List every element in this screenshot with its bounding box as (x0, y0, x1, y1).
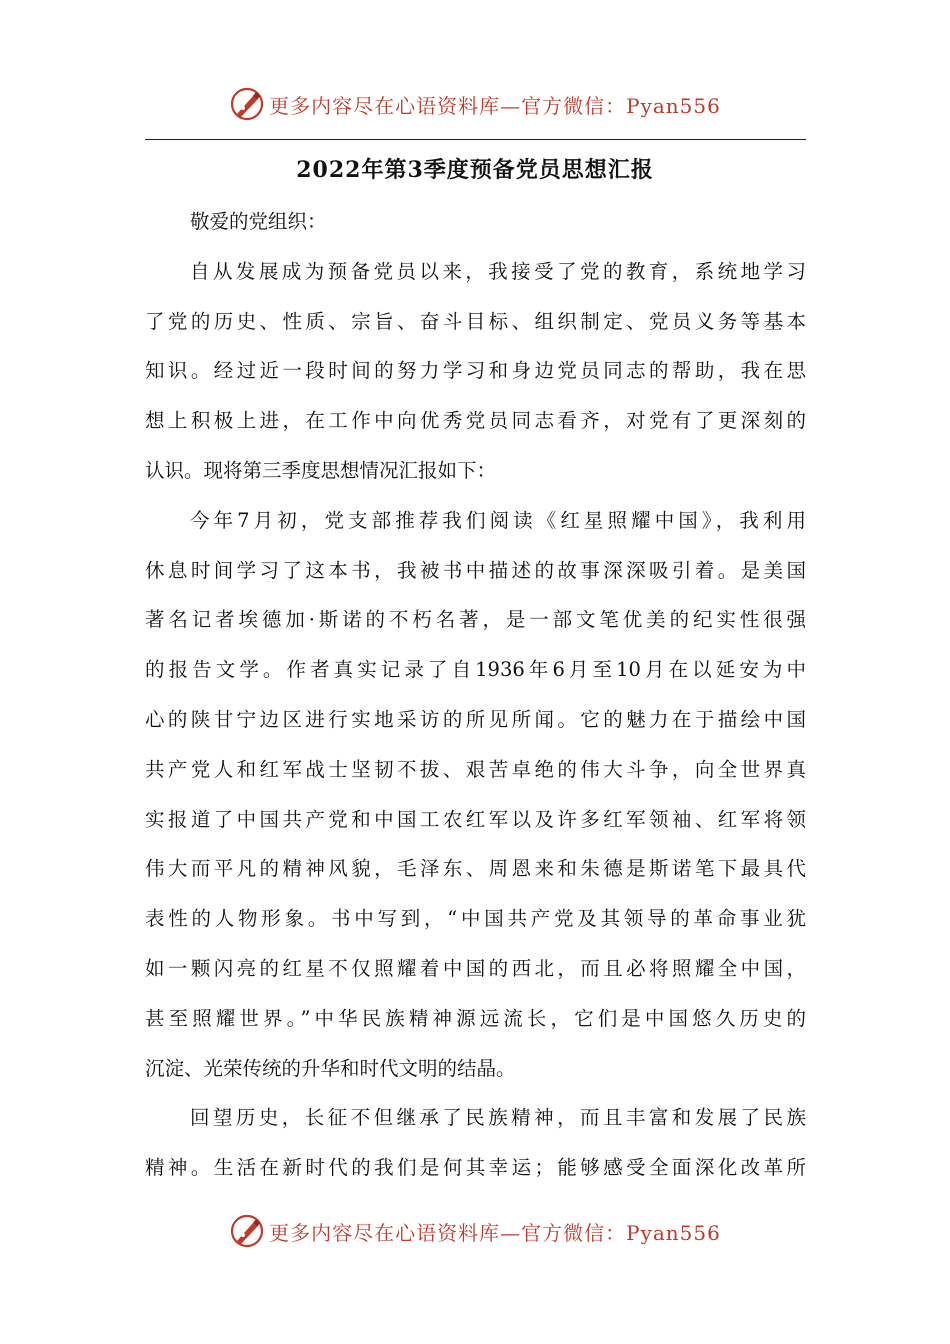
pen-circle-logo-icon (229, 86, 265, 122)
paragraph-line: 甚至照耀世界。”中华民族精神源远流长，它们是中国悠久历史的 (145, 1006, 806, 1030)
paragraph-line: 自从发展成为预备党员以来，我接受了党的教育，系统地学习 (190, 259, 806, 283)
paragraph-line: 精神。生活在新时代的我们是何其幸运；能够感受全面深化改革所 (145, 1156, 806, 1180)
header-divider (145, 139, 806, 140)
footer-banner-text: 更多内容尽在心语资料库—官方微信：Pyan556 (269, 1220, 721, 1245)
paragraph-line: 想上积极上进，在工作中向优秀党员同志看齐，对党有了更深刻的 (145, 409, 806, 433)
footer-banner (0, 1211, 950, 1251)
paragraph-line: 心的陕甘宁边区进行实地采访的所见所闻。它的魅力在于描绘中国 (145, 707, 806, 731)
paragraph-line: 休息时间学习了这本书，我被书中描述的故事深深吸引着。是美国 (145, 558, 806, 582)
paragraph-line: 著名记者埃德加·斯诺的不朽名著，是一部文笔优美的纪实性很强 (145, 608, 806, 632)
paragraph-line: 实报道了中国共产党和中国工农红军以及许多红军领袖、红军将领 (145, 807, 806, 831)
paragraph-line: 表性的人物形象。书中写到，“中国共产党及其领导的革命事业犹 (145, 907, 806, 931)
header-banner (0, 84, 950, 124)
paragraph-line: 如一颗闪亮的红星不仅照耀着中国的西北，而且必将照耀全中国， (145, 956, 806, 980)
paragraph-line: 认识。现将第三季度思想情况汇报如下： (145, 458, 497, 482)
paragraph-line: 回望历史，长征不但继承了民族精神，而且丰富和发展了民族 (190, 1106, 806, 1130)
pen-circle-logo-icon (229, 1213, 265, 1249)
paragraph-line: 知识。经过近一段时间的努力学习和身边党员同志的帮助，我在思 (145, 359, 806, 383)
paragraph-line: 共产党人和红军战士坚韧不拔、艰苦卓绝的伟大斗争，向全世界真 (145, 757, 806, 781)
paragraph-line: 沉淀、光荣传统的升华和时代文明的结晶。 (145, 1056, 516, 1080)
paragraph-line: 了党的历史、性质、宗旨、奋斗目标、组织制定、党员义务等基本 (145, 309, 806, 333)
document-body (145, 197, 806, 1193)
paragraph-line: 伟大而平凡的精神风貌，毛泽东、周恩来和朱德是斯诺笔下最具代 (145, 857, 806, 881)
header-banner-text: 更多内容尽在心语资料库—官方微信：Pyan556 (269, 93, 721, 118)
paragraph-line: 今年7月初，党支部推荐我们阅读《红星照耀中国》，我利用 (190, 508, 806, 532)
paragraph-line: 的报告文学。作者真实记录了自1936年6月至10月在以延安为中 (145, 658, 806, 682)
paragraph-line: 敬爱的党组织： (190, 210, 327, 233)
document-title: 2022年第3季度预备党员思想汇报 (296, 157, 654, 183)
